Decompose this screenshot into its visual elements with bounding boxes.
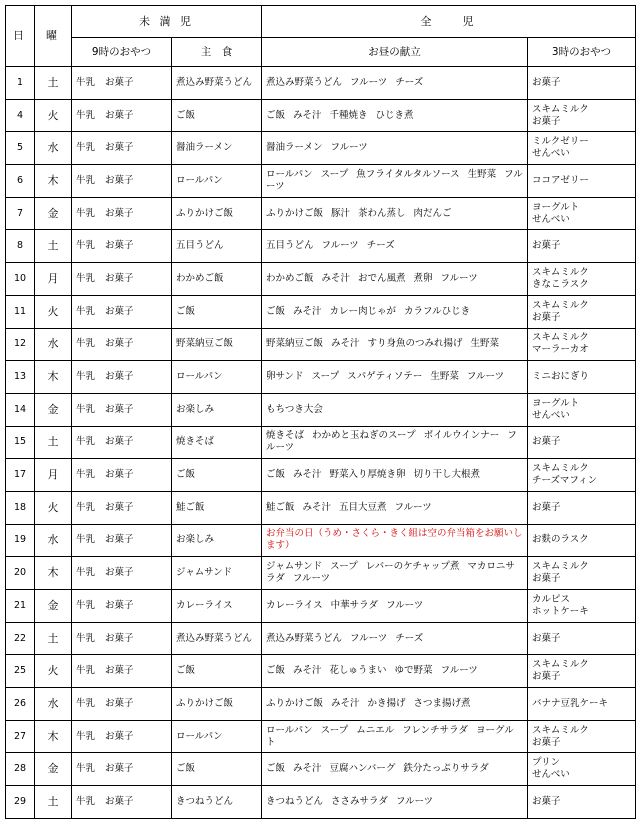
afternoon-snack-cell <box>528 622 636 655</box>
staple-cell: ふりかけご飯 <box>172 688 262 721</box>
lunch-cell: もちつき大会 <box>262 393 528 426</box>
staple-cell: わかめご飯 <box>172 263 262 296</box>
table-row <box>6 720 636 753</box>
table-row <box>6 263 636 296</box>
morning-snack-cell: 牛乳 お菓子 <box>72 655 172 688</box>
afternoon-snack-item: スキムミルク <box>532 659 589 671</box>
afternoon-snack-item: ホットケーキ <box>532 605 589 617</box>
staple-cell: ご飯 <box>172 459 262 492</box>
weekday-cell: 月 <box>35 459 72 492</box>
lunch-cell: ロールパン スープ ムニエル フレンチサラダ ヨーグルト <box>262 720 528 753</box>
weekday-cell: 火 <box>35 655 72 688</box>
morning-snack-cell: 牛乳 お菓子 <box>72 524 172 557</box>
morning-snack-cell: 牛乳 お菓子 <box>72 328 172 361</box>
morning-snack-cell: 牛乳 お菓子 <box>72 720 172 753</box>
staple-cell: きつねうどん <box>172 786 262 819</box>
header-lunch: お昼の献立 <box>262 38 528 67</box>
lunch-cell: ご飯 みそ汁 千種焼き ひじき煮 <box>262 99 528 132</box>
morning-snack-cell: 牛乳 お菓子 <box>72 622 172 655</box>
day-cell: 1 <box>6 67 35 100</box>
weekday-cell: 土 <box>35 67 72 100</box>
afternoon-snack-cell <box>528 426 636 459</box>
header-morning-snack: 9時のおやつ <box>72 38 172 67</box>
day-cell: 17 <box>6 459 35 492</box>
afternoon-snack-cell <box>528 197 636 230</box>
morning-snack-cell: 牛乳 お菓子 <box>72 557 172 590</box>
afternoon-snack-item: スキムミルク <box>532 724 589 736</box>
afternoon-snack-item: ミルクゼリー <box>532 136 589 148</box>
afternoon-snack-item: せんべい <box>532 148 570 160</box>
afternoon-snack-item: お菓子 <box>532 736 561 748</box>
staple-cell: ロールパン <box>172 165 262 198</box>
header-day: 日 <box>6 6 35 67</box>
header-all-children: 全 児 <box>262 6 636 38</box>
afternoon-snack-item: お菓子 <box>532 76 561 88</box>
table-row <box>6 132 636 165</box>
weekday-cell: 水 <box>35 524 72 557</box>
day-cell: 13 <box>6 361 35 394</box>
staple-cell: 野菜納豆ご飯 <box>172 328 262 361</box>
table-row <box>6 295 636 328</box>
afternoon-snack-cell <box>528 491 636 524</box>
header-staple: 主 食 <box>172 38 262 67</box>
staple-cell: 煮込み野菜うどん <box>172 67 262 100</box>
staple-cell: 煮込み野菜うどん <box>172 622 262 655</box>
day-cell: 7 <box>6 197 35 230</box>
afternoon-snack-cell <box>528 67 636 100</box>
staple-cell: お楽しみ <box>172 524 262 557</box>
afternoon-snack-cell <box>528 328 636 361</box>
lunch-cell: 鮭ご飯 みそ汁 五目大豆煮 フルーツ <box>262 491 528 524</box>
menu-table <box>5 5 636 819</box>
day-cell: 25 <box>6 655 35 688</box>
afternoon-snack-item: スキムミルク <box>532 299 589 311</box>
morning-snack-cell: 牛乳 お菓子 <box>72 753 172 786</box>
lunch-cell: ご飯 みそ汁 豆腐ハンバーグ 鉄分たっぷりサラダ <box>262 753 528 786</box>
weekday-cell: 水 <box>35 328 72 361</box>
weekday-cell: 土 <box>35 426 72 459</box>
morning-snack-cell: 牛乳 お菓子 <box>72 165 172 198</box>
table-row <box>6 165 636 198</box>
afternoon-snack-cell <box>528 263 636 296</box>
weekday-cell: 土 <box>35 230 72 263</box>
lunch-cell: カレーライス 中華サラダ フルーツ <box>262 590 528 623</box>
lunch-cell: 醤油ラーメン フルーツ <box>262 132 528 165</box>
staple-cell: ロールパン <box>172 720 262 753</box>
morning-snack-cell: 牛乳 お菓子 <box>72 132 172 165</box>
day-cell: 6 <box>6 165 35 198</box>
day-cell: 14 <box>6 393 35 426</box>
day-cell: 10 <box>6 263 35 296</box>
day-cell: 12 <box>6 328 35 361</box>
weekday-cell: 木 <box>35 165 72 198</box>
morning-snack-cell: 牛乳 お菓子 <box>72 590 172 623</box>
staple-cell: お楽しみ <box>172 393 262 426</box>
afternoon-snack-cell <box>528 655 636 688</box>
staple-cell: ご飯 <box>172 655 262 688</box>
afternoon-snack-cell <box>528 753 636 786</box>
lunch-cell: ご飯 みそ汁 野菜入り厚焼き卵 切り干し大根煮 <box>262 459 528 492</box>
afternoon-snack-cell <box>528 361 636 394</box>
day-cell: 4 <box>6 99 35 132</box>
lunch-cell: ジャムサンド スープ レバーのケチャップ煮 マカロニサラダ フルーツ <box>262 557 528 590</box>
day-cell: 11 <box>6 295 35 328</box>
table-row <box>6 622 636 655</box>
day-cell: 19 <box>6 524 35 557</box>
afternoon-snack-item: お菓子 <box>532 436 561 448</box>
day-cell: 20 <box>6 557 35 590</box>
afternoon-snack-item: お菓子 <box>532 240 561 252</box>
table-row <box>6 459 636 492</box>
lunch-cell: 煮込み野菜うどん フルーツ チーズ <box>262 67 528 100</box>
lunch-cell: わかめご飯 みそ汁 おでん風煮 煮卵 フルーツ <box>262 263 528 296</box>
morning-snack-cell: 牛乳 お菓子 <box>72 786 172 819</box>
morning-snack-cell: 牛乳 お菓子 <box>72 230 172 263</box>
day-cell: 18 <box>6 491 35 524</box>
afternoon-snack-cell <box>528 230 636 263</box>
afternoon-snack-cell <box>528 720 636 753</box>
morning-snack-cell: 牛乳 お菓子 <box>72 99 172 132</box>
lunch-cell: 野菜納豆ご飯 みそ汁 すり身魚のつみれ揚げ 生野菜 <box>262 328 528 361</box>
lunch-cell: ふりかけご飯 豚汁 茶わん蒸し 肉だんご <box>262 197 528 230</box>
weekday-cell: 火 <box>35 295 72 328</box>
table-header <box>6 6 636 67</box>
staple-cell: 鮭ご飯 <box>172 491 262 524</box>
day-cell: 29 <box>6 786 35 819</box>
afternoon-snack-item: ミニおにぎり <box>532 371 590 383</box>
staple-cell: ふりかけご飯 <box>172 197 262 230</box>
morning-snack-cell: 牛乳 お菓子 <box>72 491 172 524</box>
header-afternoon-snack: 3時のおやつ <box>528 38 636 67</box>
afternoon-snack-cell <box>528 132 636 165</box>
weekday-cell: 水 <box>35 132 72 165</box>
staple-cell: ご飯 <box>172 295 262 328</box>
morning-snack-cell: 牛乳 お菓子 <box>72 393 172 426</box>
weekday-cell: 金 <box>35 753 72 786</box>
morning-snack-cell: 牛乳 お菓子 <box>72 459 172 492</box>
weekday-cell: 火 <box>35 491 72 524</box>
afternoon-snack-item: お麩のラスク <box>532 534 589 546</box>
lunch-cell: 卵サンド スープ スパゲティソテー 生野菜 フルーツ <box>262 361 528 394</box>
staple-cell: 醤油ラーメン <box>172 132 262 165</box>
afternoon-snack-item: お菓子 <box>532 632 561 644</box>
table-row <box>6 524 636 557</box>
day-cell: 28 <box>6 753 35 786</box>
staple-cell: 焼きそば <box>172 426 262 459</box>
afternoon-snack-cell <box>528 524 636 557</box>
afternoon-snack-cell <box>528 459 636 492</box>
afternoon-snack-item: プリン <box>532 757 561 769</box>
weekday-cell: 金 <box>35 590 72 623</box>
afternoon-snack-item: スキムミルク <box>532 561 589 573</box>
lunch-cell: ご飯 みそ汁 花しゅうまい ゆで野菜 フルーツ <box>262 655 528 688</box>
table-row <box>6 655 636 688</box>
afternoon-snack-item: お菓子 <box>532 501 561 513</box>
afternoon-snack-cell <box>528 688 636 721</box>
morning-snack-cell: 牛乳 お菓子 <box>72 688 172 721</box>
afternoon-snack-item: お菓子 <box>532 573 561 585</box>
afternoon-snack-item: お菓子 <box>532 115 561 127</box>
staple-cell: ご飯 <box>172 753 262 786</box>
table-row <box>6 230 636 263</box>
afternoon-snack-cell <box>528 786 636 819</box>
afternoon-snack-cell <box>528 393 636 426</box>
weekday-cell: 木 <box>35 557 72 590</box>
afternoon-snack-item: スキムミルク <box>532 266 589 278</box>
afternoon-snack-item: スキムミルク <box>532 332 589 344</box>
morning-snack-cell: 牛乳 お菓子 <box>72 197 172 230</box>
lunch-cell: ご飯 みそ汁 カレー肉じゃが カラフルひじき <box>262 295 528 328</box>
morning-snack-cell: 牛乳 お菓子 <box>72 67 172 100</box>
lunch-cell: 五目うどん フルーツ チーズ <box>262 230 528 263</box>
table-row <box>6 328 636 361</box>
weekday-cell: 火 <box>35 99 72 132</box>
table-row <box>6 557 636 590</box>
table-row <box>6 99 636 132</box>
afternoon-snack-item: せんべい <box>532 409 570 421</box>
header-young-children: 未 満 児 <box>72 6 262 38</box>
afternoon-snack-item: お菓子 <box>532 311 561 323</box>
afternoon-snack-cell <box>528 295 636 328</box>
table-row <box>6 688 636 721</box>
table-row <box>6 426 636 459</box>
weekday-cell: 土 <box>35 622 72 655</box>
afternoon-snack-item: カルピス <box>532 593 571 605</box>
table-body <box>6 67 636 819</box>
table-row <box>6 393 636 426</box>
table-row <box>6 753 636 786</box>
afternoon-snack-item: お菓子 <box>532 795 561 807</box>
lunch-cell-special-notice: お弁当の日（うめ・さくら・きく組は空の弁当箱をお願いします） <box>262 524 528 557</box>
staple-cell: ご飯 <box>172 99 262 132</box>
morning-snack-cell: 牛乳 お菓子 <box>72 361 172 394</box>
weekday-cell: 水 <box>35 688 72 721</box>
afternoon-snack-item: せんべい <box>532 213 570 225</box>
day-cell: 5 <box>6 132 35 165</box>
weekday-cell: 金 <box>35 393 72 426</box>
afternoon-snack-item: ココアゼリー <box>532 174 589 186</box>
header-row-1 <box>6 6 636 38</box>
morning-snack-cell: 牛乳 お菓子 <box>72 263 172 296</box>
staple-cell: カレーライス <box>172 590 262 623</box>
day-cell: 22 <box>6 622 35 655</box>
day-cell: 27 <box>6 720 35 753</box>
table-row <box>6 197 636 230</box>
lunch-cell: ふりかけご飯 みそ汁 かき揚げ さつま揚げ煮 <box>262 688 528 721</box>
afternoon-snack-item: スキムミルク <box>532 463 589 475</box>
morning-snack-cell: 牛乳 お菓子 <box>72 295 172 328</box>
lunch-cell: 煮込み野菜うどん フルーツ チーズ <box>262 622 528 655</box>
staple-cell: ロールパン <box>172 361 262 394</box>
afternoon-snack-item: ヨーグルト <box>532 397 580 409</box>
afternoon-snack-item: きなこラスク <box>532 278 589 290</box>
table-row <box>6 590 636 623</box>
afternoon-snack-cell <box>528 99 636 132</box>
afternoon-snack-item: スキムミルク <box>532 103 589 115</box>
weekday-cell: 土 <box>35 786 72 819</box>
header-row-2 <box>6 38 636 67</box>
weekday-cell: 金 <box>35 197 72 230</box>
day-cell: 8 <box>6 230 35 263</box>
afternoon-snack-item: ヨーグルト <box>532 201 580 213</box>
morning-snack-cell: 牛乳 お菓子 <box>72 426 172 459</box>
table-row <box>6 67 636 100</box>
afternoon-snack-item: チーズマフィン <box>532 475 598 487</box>
afternoon-snack-item: せんべい <box>532 769 570 781</box>
staple-cell: ジャムサンド <box>172 557 262 590</box>
table-row <box>6 491 636 524</box>
table-row <box>6 786 636 819</box>
table-row <box>6 361 636 394</box>
day-cell: 26 <box>6 688 35 721</box>
lunch-cell: ロールパン スープ 魚フライタルタルソース 生野菜 フルーツ <box>262 165 528 198</box>
afternoon-snack-cell <box>528 557 636 590</box>
day-cell: 21 <box>6 590 35 623</box>
afternoon-snack-item: バナナ豆乳ケーキ <box>532 697 609 709</box>
weekday-cell: 木 <box>35 361 72 394</box>
header-weekday: 曜 <box>35 6 72 67</box>
weekday-cell: 木 <box>35 720 72 753</box>
afternoon-snack-cell <box>528 590 636 623</box>
lunch-cell: きつねうどん ささみサラダ フルーツ <box>262 786 528 819</box>
afternoon-snack-item: お菓子 <box>532 671 561 683</box>
lunch-cell: 焼きそば わかめと玉ねぎのスープ ボイルウインナー フルーツ <box>262 426 528 459</box>
weekday-cell: 月 <box>35 263 72 296</box>
afternoon-snack-cell <box>528 165 636 198</box>
afternoon-snack-item: マーラーカオ <box>532 344 589 356</box>
day-cell: 15 <box>6 426 35 459</box>
staple-cell: 五目うどん <box>172 230 262 263</box>
